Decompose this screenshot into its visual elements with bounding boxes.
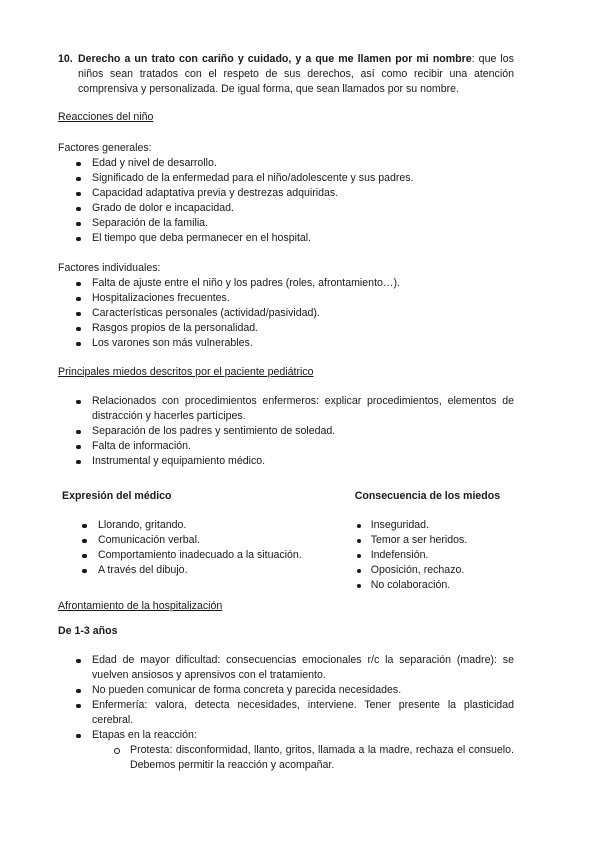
list-item: Significado de la enfermedad para el niño/adolescente y sus padres. <box>58 171 514 186</box>
age-heading: De 1-3 años <box>58 625 118 637</box>
list-item: A través del dibujo. <box>58 563 355 578</box>
two-column-section <box>58 489 514 593</box>
list-item: Separación de los padres y sentimiento de soledad. <box>58 424 514 439</box>
consecuencia-list <box>355 518 514 593</box>
item-bold-text: Derecho a un trato con cariño y cuidado, y a que me llamen por mi nombre <box>78 53 472 65</box>
list-item: No colaboración. <box>355 578 514 593</box>
section-title-miedos: Principales miedos descritos por el paciente pediátrico <box>58 366 314 378</box>
list-item: Capacidad adaptativa previa y destrezas adquiridas. <box>58 186 514 201</box>
list-item: Llorando, gritando. <box>58 518 355 533</box>
expresion-column <box>58 489 355 593</box>
individuales-list <box>58 276 514 351</box>
list-item: No pueden comunicar de forma concreta y parecida necesidades. <box>58 683 514 698</box>
afrontamiento-sub-list <box>58 743 514 773</box>
list-item: Instrumental y equipamiento médico. <box>58 454 514 469</box>
document-page <box>58 52 514 773</box>
section-title-reacciones: Reacciones del niño <box>58 111 154 123</box>
item-number: 10. <box>58 53 73 65</box>
list-item: El tiempo que deba permanecer en el hospital. <box>58 231 514 246</box>
afrontamiento-list <box>58 653 514 743</box>
list-item: Comunicación verbal. <box>58 533 355 548</box>
list-item: Grado de dolor e incapacidad. <box>58 201 514 216</box>
list-item: Rasgos propios de la personalidad. <box>58 321 514 336</box>
list-item: Edad y nivel de desarrollo. <box>58 156 514 171</box>
generales-label: Factores generales: <box>58 142 152 154</box>
individuales-label: Factores individuales: <box>58 262 161 274</box>
list-item: Falta de ajuste entre el niño y los padres (roles, afrontamiento…). <box>58 276 514 291</box>
list-item: Características personales (actividad/pasividad). <box>58 306 514 321</box>
expresion-title: Expresión del médico <box>62 490 172 502</box>
consecuencia-column <box>355 489 514 593</box>
list-item-10 <box>58 52 514 97</box>
list-item: Etapas en la reacción: <box>58 728 514 743</box>
miedos-list <box>58 394 514 469</box>
list-item: Comportamiento inadecuado a la situación. <box>58 548 355 563</box>
list-item: Enfermería: valora, detecta necesidades, interviene. Tener presente la plasticidad cerebral. <box>58 698 514 728</box>
list-item: Relacionados con procedimientos enfermeros: explicar procedimientos, elementos de distracción y hacerles partícipes. <box>58 394 514 424</box>
list-item: Falta de información. <box>58 439 514 454</box>
list-item: Indefensión. <box>355 548 514 563</box>
sub-list-item: Protesta: disconformidad, llanto, gritos, llamada a la madre, rechaza el consuelo. Debemos permitir la reacción y acompañar. <box>58 743 514 773</box>
section-title-afrontamiento: Afrontamiento de la hospitalización <box>58 600 223 612</box>
list-item: Hospitalizaciones frecuentes. <box>58 291 514 306</box>
list-item: Edad de mayor dificultad: consecuencias emocionales r/c la separación (madre): se vuelven ansiosos y aprensivos con el tratamiento. <box>58 653 514 683</box>
expresion-list <box>58 518 355 578</box>
list-item: Separación de la familia. <box>58 216 514 231</box>
item-rest-text: : que los niños sean tratados con el respeto de sus derechos, así como recibir una atención comprensiva y personalizada. De igual forma, que sean llamados por su nombre. <box>78 53 514 95</box>
list-item: Temor a ser heridos. <box>355 533 514 548</box>
list-item: Oposición, rechazo. <box>355 563 514 578</box>
consecuencia-title: Consecuencia de los miedos <box>354 490 501 502</box>
list-item: Inseguridad. <box>355 518 514 533</box>
list-item: Los varones son más vulnerables. <box>58 336 514 351</box>
generales-list <box>58 156 514 246</box>
